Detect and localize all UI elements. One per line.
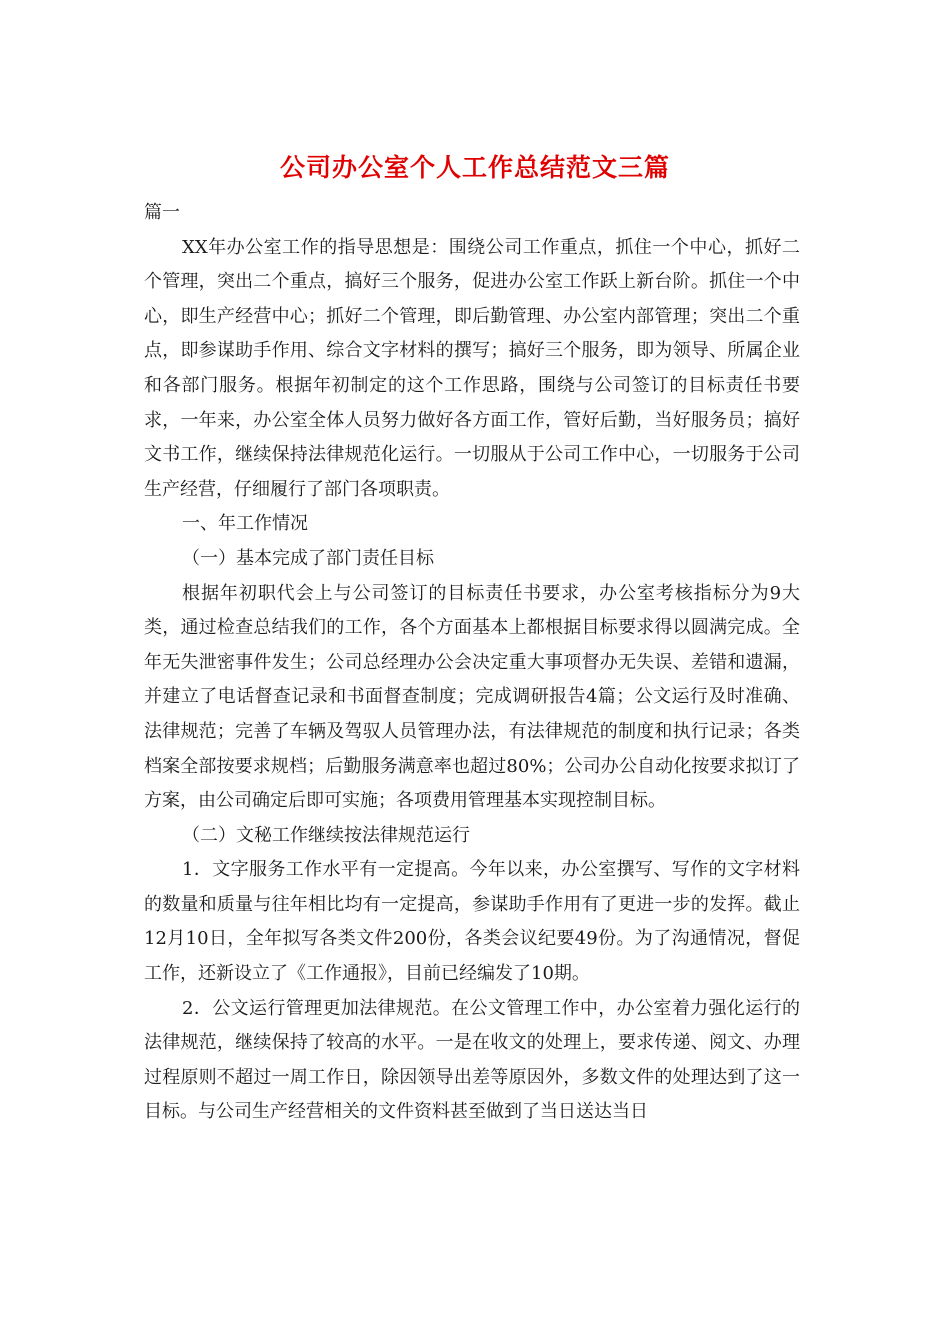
paragraph-guiding-thought: XX年办公室工作的指导思想是：围绕公司工作重点，抓住一个中心，抓好二个管理，突出二个重点，搞好三个服务，促进办公室工作跃上新台阶。抓住一个中心，即生产经营中心；抓好二个管理，即后勤管理、办公室内部管理；突出二个重点，即参谋助手作用、综合文字材料的撰写；搞好三个服务，即为领导、所属企业和各部门服务。根据年初制定的这个工作思路，围绕与公司签订的目标责任书要求，一年来，办公室全体人员努力做好各方面工作，管好后勤，当好服务员；搞好文书工作，继续保持法律规范化运行。一切服从于公司工作中心，一切服务于公司生产经营，仔细履行了部门各项职责。: [144, 236, 800, 500]
paragraph-document-flow: 2．公文运行管理更加法律规范。在公文管理工作中，办公室着力强化运行的法律规范，继续保持了较高的水平。一是在收文的处理上，要求传递、阅文、办理过程原则不超过一周工作日，除因领导出差等原因外，多数文件的处理达到了这一目标。与公司生产经营相关的文件资料甚至做到了当日送达当日: [144, 997, 800, 1123]
section-label: 篇一: [144, 202, 180, 223]
document-body: [144, 196, 800, 1130]
paragraph-writing-service: 1．文字服务工作水平有一定提高。今年以来，办公室撰写、写作的文字材料的数量和质量与往年相比均有一定提高，参谋助手作用有了更进一步的发挥。截止12月10日，全年拟写各类文件200份，各类会议纪要49份。为了沟通情况，督促工作，还新设立了《工作通报》，目前已经编发了10期。: [144, 859, 800, 985]
paragraph-responsibility-targets: 根据年初职代会上与公司签订的目标责任书要求，办公室考核指标分为9大类，通过检查总结我们的工作，各个方面基本上都根据目标要求得以圆满完成。全年无失泄密事件发生；公司总经理办公会决定重大事项督办无失误、差错和遗漏，并建立了电话督查记录和书面督查制度；完成调研报告4篇；公文运行及时准确、法律规范；完善了车辆及驾驭人员管理办法，有法律规范的制度和执行记录；各类档案全部按要求规档；后勤服务满意率也超过80%；公司办公自动化按要求拟订了方案，由公司确定后即可实施；各项费用管理基本实现控制目标。: [144, 582, 800, 812]
heading-annual-work: 一、年工作情况: [182, 513, 308, 535]
document-title: 公司办公室个人工作总结范文三篇: [279, 153, 670, 182]
subheading-secretarial-work: （二）文秘工作继续按法律规范运行: [182, 824, 470, 846]
subheading-responsibility-targets: （一）基本完成了部门责任目标: [182, 547, 434, 569]
